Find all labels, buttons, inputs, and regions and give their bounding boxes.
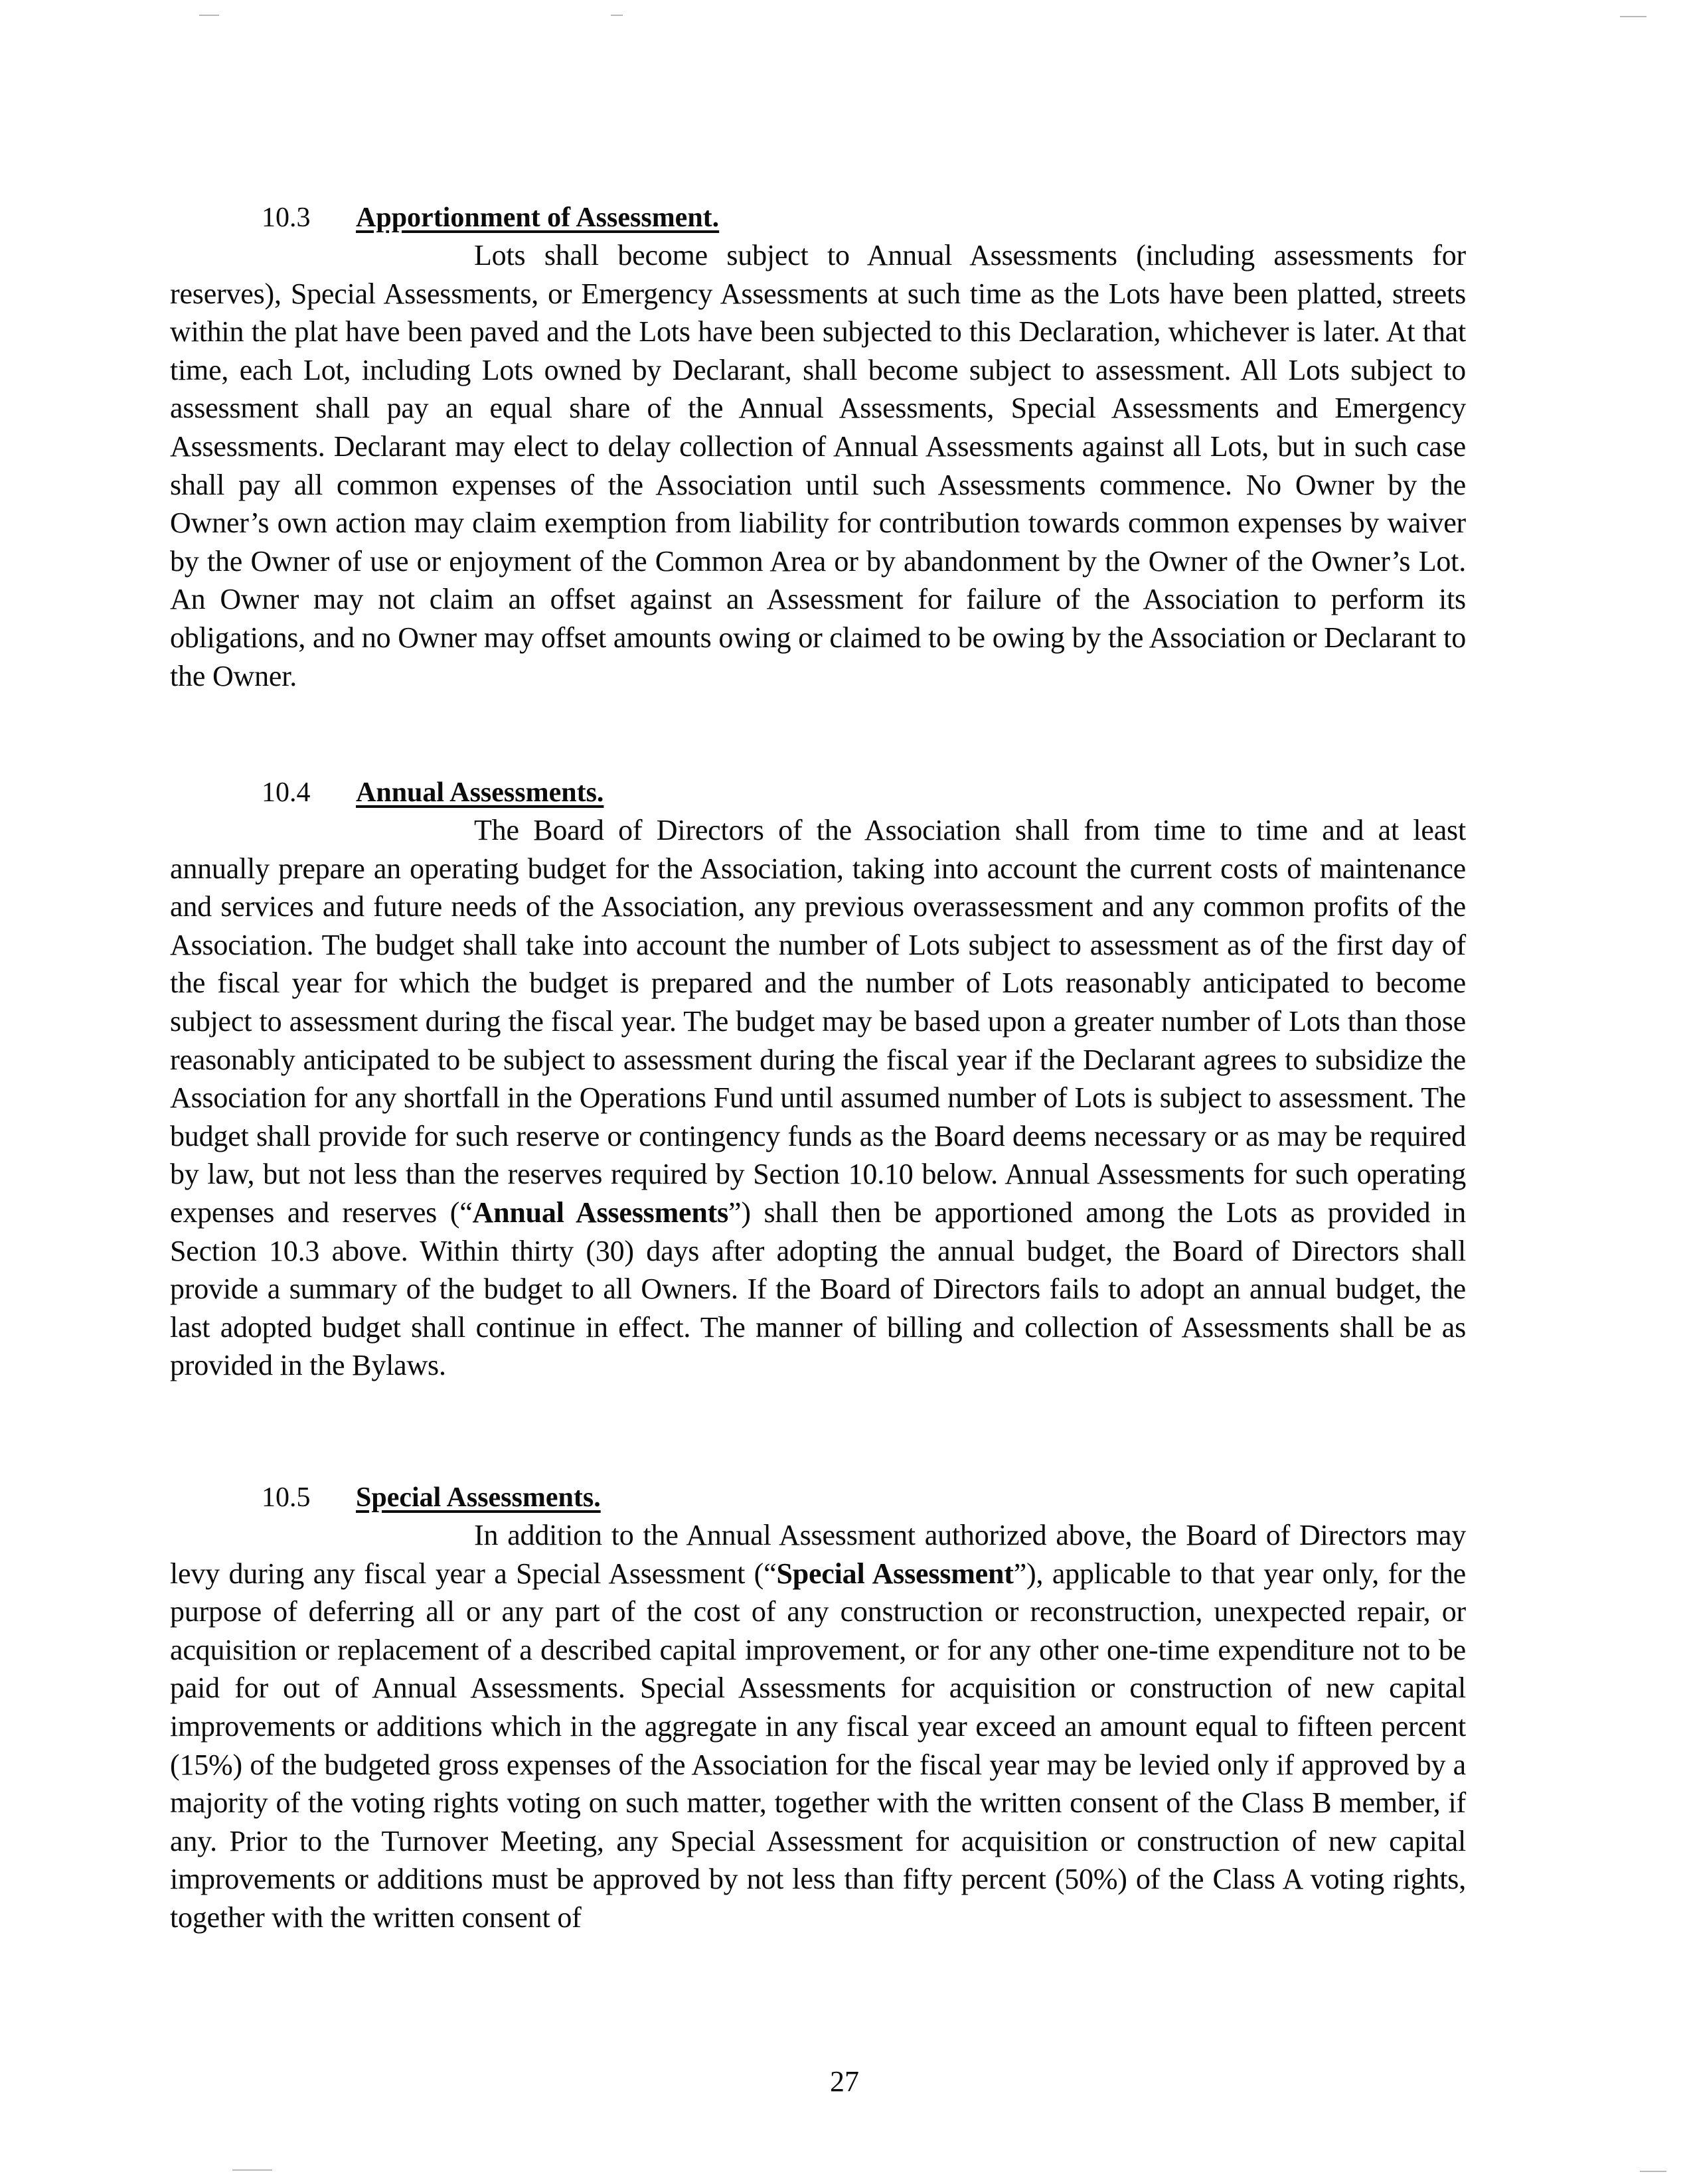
section-title: Special Assessments. [356, 1482, 601, 1513]
scan-artifact [1640, 2171, 1666, 2172]
section-heading [170, 199, 1466, 236]
body-text: ”), applicable to that year only, for the purpose of deferring all or any part of the cost of any construction or reconstruction, unexpected repair, or acquisition or replacement of a described capital improvement, or for any other one-time expenditure not to be paid for out of Annual Assessments. Special Assessments for acquisition or construction of new capital improvements or additions which in the aggregate in any fiscal year exceed an amount equal to fifteen percent (15%) of the budgeted gross expenses of the Association for the fiscal year may be levied only if approved by a majority of the voting rights voting on such matter, together with the written consent of the Class B member, if any. Prior to the Turnover Meeting, any Special Assessment for acquisition or construction of new capital improvements or additions must be approved by not less than fifty percent (50%) of the Class A voting rights, together with the written consent of [170, 1557, 1466, 1934]
section-10-5 [170, 1479, 1466, 1937]
section-body [170, 1516, 1466, 1937]
scan-artifact [232, 2169, 272, 2171]
scan-artifact [199, 15, 219, 16]
defined-term: Annual Assessments [472, 1196, 729, 1229]
body-text: In addition to the Annual Assessment authorized above, the Board of Directors may levy during any fiscal year a Special Assessment (“ [170, 1519, 1466, 1590]
defined-term: Special Assessment [776, 1557, 1014, 1590]
section-body [170, 811, 1466, 1385]
section-10-4 [170, 774, 1466, 1385]
scan-artifact [1620, 16, 1647, 17]
section-title: Apportionment of Assessment. [356, 202, 720, 233]
section-title: Annual Assessments. [356, 777, 604, 808]
body-text: ”) shall then be apportioned among the Lots as provided in Section 10.3 above. Within thirty (30) days after adopting the annual budget, the Board of Directors shall provide a summary of the budget to all Owners. If the Board of Directors fails to adopt an annual budget, the last adopted budget shall continue in effect. The manner of billing and collection of Assessments shall be as provided in the Bylaws. [170, 1196, 1466, 1382]
scan-artifact [611, 15, 623, 16]
section-heading [170, 1479, 1466, 1516]
section-10-3 [170, 199, 1466, 695]
section-number: 10.4 [262, 777, 311, 808]
section-body [170, 236, 1466, 695]
body-text: Lots shall become subject to Annual Assessments (including assessments for reserves), Special Assessments, or Emergency Assessments at such time as the Lots have been platted, streets within the plat have been paved and the Lots have been subjected to this Declaration, whichever is later. At that time, each Lot, including Lots owned by Declarant, shall become subject to assessment. All Lots subject to assessment shall pay an equal share of the Annual Assessments, Special Assessments and Emergency Assessments. Declarant may elect to delay collection of Annual Assessments against all Lots, but in such case shall pay all common expenses of the Association until such Assessments commence. No Owner by the Owner’s own action may claim exemption from liability for contribution towards common expenses by waiver by the Owner of use or enjoyment of the Common Area or by abandonment by the Owner of the Owner’s Lot. An Owner may not claim an offset against an Assessment for failure of the Association to perform its obligations, and no Owner may offset amounts owing or claimed to be owing by the Association or Declarant to the Owner. [170, 239, 1466, 692]
body-text: The Board of Directors of the Association shall from time to time and at least annually prepare an operating budget for the Association, taking into account the current costs of maintenance and services and future needs of the Association, any previous overassessment and any common profits of the Association. The budget shall take into account the number of Lots subject to assessment as of the first day of the fiscal year for which the budget is prepared and the number of Lots reasonably anticipated to become subject to assessment during the fiscal year. The budget may be based upon a greater number of Lots than those reasonably anticipated to be subject to assessment during the fiscal year if the Declarant agrees to subsidize the Association for any shortfall in the Operations Fund until assumed number of Lots is subject to assessment. The budget shall provide for such reserve or contingency funds as the Board deems necessary or as may be required by law, but not less than the reserves required by Section 10.10 below. Annual Assessments for such operating expenses and reserves (“ [170, 814, 1466, 1229]
section-number: 10.3 [262, 202, 311, 233]
section-heading [170, 774, 1466, 811]
section-number: 10.5 [262, 1482, 311, 1513]
page-number: 27 [830, 2065, 859, 2098]
